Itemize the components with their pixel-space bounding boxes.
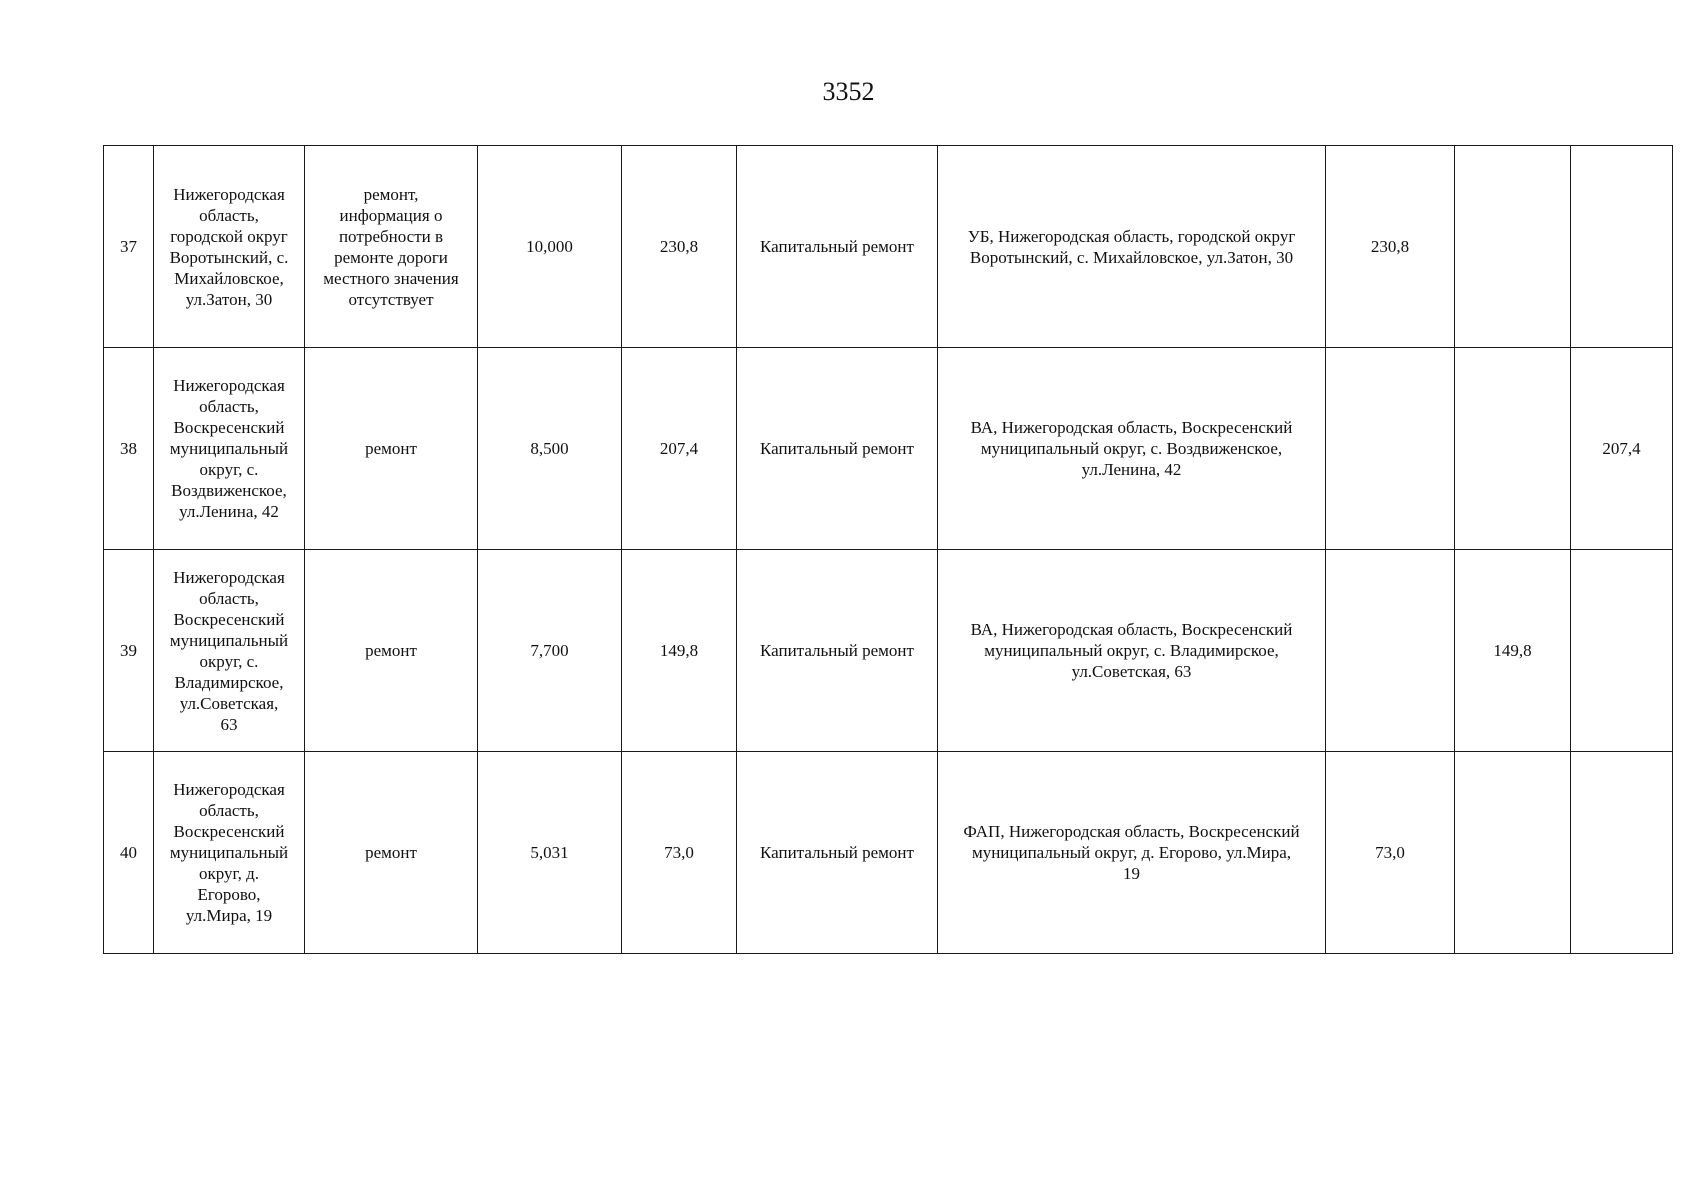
cell-object: ВА, Нижегородская область, Воскресенский муниципальный округ, с. Воздвиженское, ул.Ленина, 42 <box>938 348 1326 550</box>
cell-row-number: 38 <box>104 348 154 550</box>
data-table <box>103 145 1673 954</box>
cell-col-9: 149,8 <box>1455 550 1571 752</box>
cell-location: Нижегородская область, Воскресенский муниципальный округ, с. Воздвиженское, ул.Ленина, 42 <box>154 348 305 550</box>
cell-col-9 <box>1455 752 1571 954</box>
cell-work: ремонт <box>305 550 478 752</box>
cell-object: ВА, Нижегородская область, Воскресенский муниципальный округ, с. Владимирское, ул.Советская, 63 <box>938 550 1326 752</box>
cell-row-number: 39 <box>104 550 154 752</box>
cell-value-a: 5,031 <box>478 752 622 954</box>
page-number: 3352 <box>822 77 875 106</box>
cell-row-number: 37 <box>104 146 154 348</box>
cell-value-a: 10,000 <box>478 146 622 348</box>
cell-col-10: 207,4 <box>1571 348 1673 550</box>
cell-repair-type: Капитальный ремонт <box>737 752 938 954</box>
cell-object: ФАП, Нижегородская область, Воскресенский муниципальный округ, д. Егорово, ул.Мира, 19 <box>938 752 1326 954</box>
table-row <box>104 752 1673 954</box>
cell-col-10 <box>1571 146 1673 348</box>
table-row <box>104 348 1673 550</box>
cell-col-9 <box>1455 348 1571 550</box>
cell-value-b: 207,4 <box>622 348 737 550</box>
cell-work: ремонт, информация о потребности в ремонте дороги местного значения отсутствует <box>305 146 478 348</box>
cell-value-a: 8,500 <box>478 348 622 550</box>
cell-row-number: 40 <box>104 752 154 954</box>
cell-repair-type: Капитальный ремонт <box>737 550 938 752</box>
cell-col-8 <box>1326 550 1455 752</box>
cell-col-9 <box>1455 146 1571 348</box>
cell-col-8: 230,8 <box>1326 146 1455 348</box>
cell-work: ремонт <box>305 348 478 550</box>
cell-col-8 <box>1326 348 1455 550</box>
cell-repair-type: Капитальный ремонт <box>737 146 938 348</box>
cell-location: Нижегородская область, Воскресенский муниципальный округ, д. Егорово, ул.Мира, 19 <box>154 752 305 954</box>
cell-col-10 <box>1571 550 1673 752</box>
cell-location: Нижегородская область, Воскресенский муниципальный округ, с. Владимирское, ул.Советская, 63 <box>154 550 305 752</box>
cell-value-b: 230,8 <box>622 146 737 348</box>
table-row <box>104 550 1673 752</box>
cell-value-b: 149,8 <box>622 550 737 752</box>
cell-object: УБ, Нижегородская область, городской округ Воротынский, с. Михайловское, ул.Затон, 30 <box>938 146 1326 348</box>
cell-col-8: 73,0 <box>1326 752 1455 954</box>
cell-work: ремонт <box>305 752 478 954</box>
cell-col-10 <box>1571 752 1673 954</box>
table-row <box>104 146 1673 348</box>
cell-location: Нижегородская область, городской округ Воротынский, с. Михайловское, ул.Затон, 30 <box>154 146 305 348</box>
cell-value-a: 7,700 <box>478 550 622 752</box>
cell-value-b: 73,0 <box>622 752 737 954</box>
cell-repair-type: Капитальный ремонт <box>737 348 938 550</box>
